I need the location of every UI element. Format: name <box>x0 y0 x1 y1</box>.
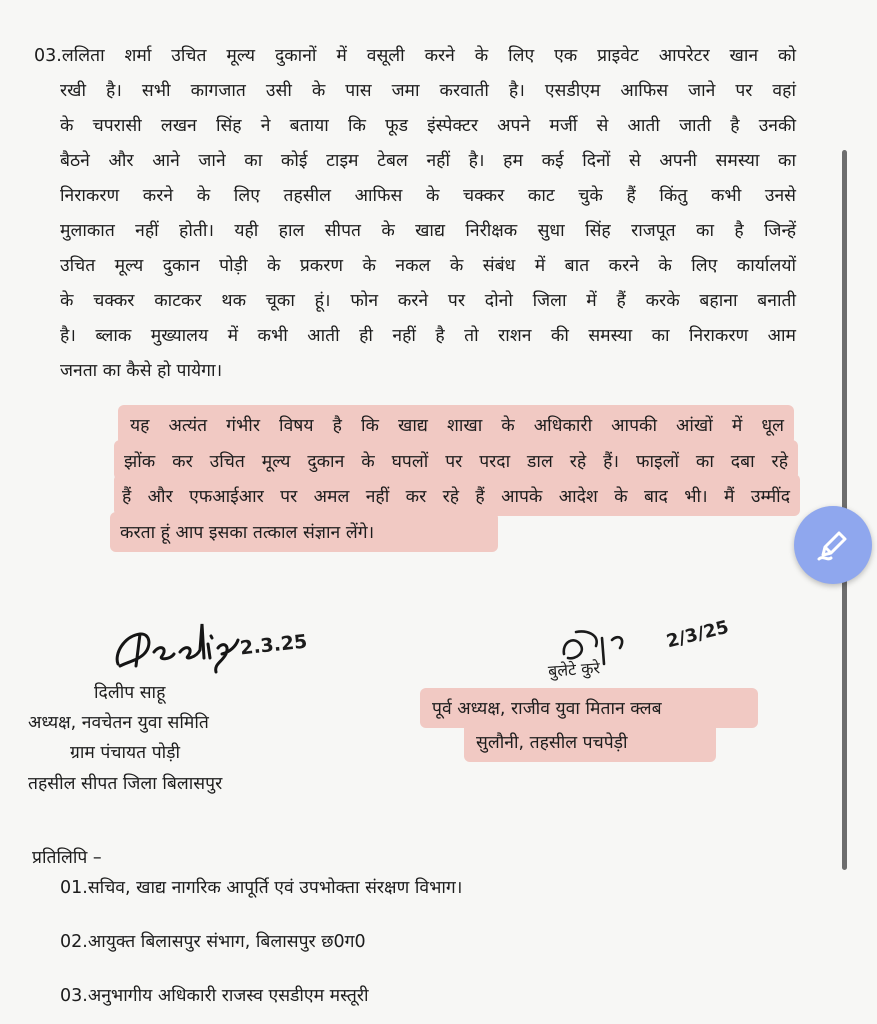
signer-name-left: दिलीप साहू <box>94 683 166 703</box>
signature-date-left: 2.3.25 <box>239 630 309 660</box>
paragraph-line: निराकरण करने के लिए तहसील आफिस के चक्कर काट चुके हैं किंतु कभी उनसे <box>60 186 796 206</box>
copy-to-item: 03.अनुभागीय अधिकारी राजस्व एसडीएम मस्तूरी <box>60 986 369 1006</box>
copy-to-item: 02.आयुक्त बिलासपुर संभाग, बिलासपुर छ0ग0 <box>60 932 366 952</box>
copy-to-item: 01.सचिव, खाद्य नागरिक आपूर्ति एवं उपभोक्ता संरक्षण विभाग। <box>60 878 463 898</box>
paragraph-line: मुलाकात नहीं होती। यही हाल सीपत के खाद्य निरीक्षक सुधा सिंह राजपूत का है जिन्हें <box>60 221 796 241</box>
paragraph-line: के चपरासी लखन सिंह ने बताया कि फूड इंस्पेक्टर अपने मर्जी से आती जाती है उनकी <box>60 116 796 136</box>
pencil-icon <box>813 525 853 565</box>
paragraph-line: जनता का कैसे हो पायेगा। <box>60 361 223 381</box>
copy-to-heading: प्रतिलिपि – <box>32 848 102 868</box>
signature-date-right: 2/3/25 <box>664 616 731 653</box>
paragraph-line: है। ब्लाक मुख्यालय में कभी आती ही नहीं है तो राशन की समस्या का निराकरण आम <box>60 326 796 346</box>
paragraph-line: उचित मूल्य दुकान पोड़ी के प्रकरण के नकल के संबंध में बात करने के लिए कार्यालयों <box>60 256 796 276</box>
signer-address-left: तहसील सीपत जिला बिलासपुर <box>28 774 223 794</box>
signer-designation-left: अध्यक्ष, नवचेतन युवा समिति <box>28 713 209 733</box>
paragraph-line: 03.ललिता शर्मा उचित मूल्य दुकानों में वसूली करने के लिए एक प्राइवेट आपरेटर खान को <box>34 46 796 66</box>
highlight-line: यह अत्यंत गंभीर विषय है कि खाद्य शाखा के अधिकारी आपकी आंखों में धूल <box>130 416 784 436</box>
edit-button[interactable] <box>794 506 872 584</box>
signer-designation-right: पूर्व अध्यक्ष, राजीव युवा मितान क्लब <box>432 699 662 719</box>
highlight-line: झोंक कर उचित मूल्य दुकान के घपलों पर परदा डाल रहे हैं। फाइलों का दबा रहे <box>124 452 788 472</box>
signer-address-right: सुलौनी, तहसील पचपेड़ी <box>476 733 628 753</box>
highlight-line: करता हूं आप इसका तत्काल संज्ञान लेंगे। <box>120 523 375 543</box>
highlight-line: हैं और एफआईआर पर अमल नहीं कर रहे हैं आपके आदेश के बाद भी। मैं उम्मींद <box>122 487 790 507</box>
handwritten-signature-left <box>110 614 360 674</box>
signer-handwritten-name-right: बुलेटे कुरे <box>547 658 601 681</box>
signer-village-left: ग्राम पंचायत पोड़ी <box>70 743 181 763</box>
paragraph-line: रखी है। सभी कागजात उसी के पास जमा करवाती है। एसडीएम आफिस जाने पर वहां <box>60 81 796 101</box>
paragraph-line: के चक्कर काटकर थक चूका हूं। फोन करने पर दोनो जिला में हैं करके बहाना बनाती <box>60 291 796 311</box>
paragraph-line: बैठने और आने जाने का कोई टाइम टेबल नहीं है। हम कई दिनों से अपनी समस्या का <box>60 151 796 171</box>
